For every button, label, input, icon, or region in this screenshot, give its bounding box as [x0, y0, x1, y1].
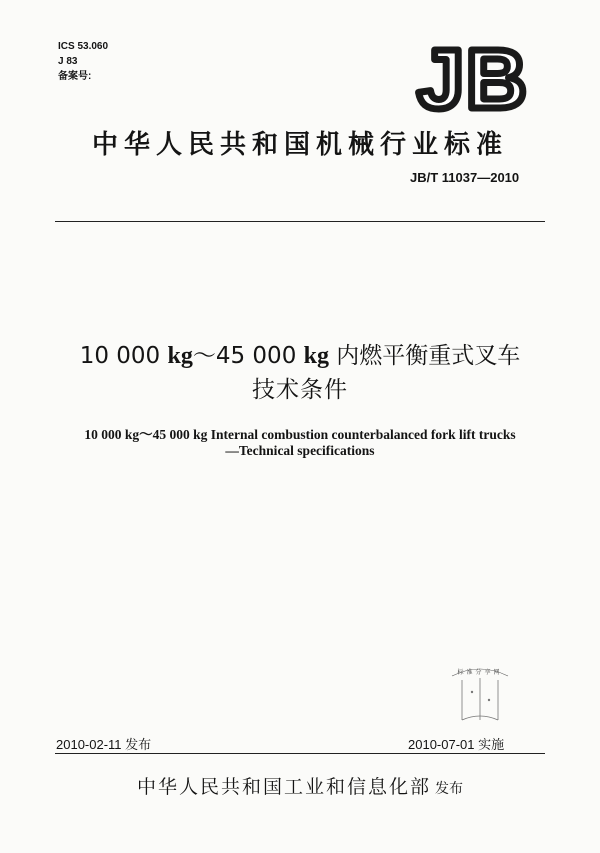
seal-dot-2	[488, 699, 490, 701]
standard-number: JB/T 11037—2010	[410, 170, 520, 185]
jb-logo-text: JB	[417, 38, 529, 116]
issuer-action: 发布	[435, 781, 463, 797]
standard-type-title: 中华人民共和国机械行业标准	[91, 130, 508, 160]
title-cn-part-c: 内燃平衡重式叉车	[329, 343, 521, 369]
filing-number-label: 备案号:	[58, 71, 92, 82]
issue-date: 2010-02-11 发布	[56, 737, 152, 752]
watermark-seal	[442, 662, 518, 722]
ccs-code: J 83	[58, 56, 78, 67]
ics-code: ICS 53.060	[58, 41, 109, 52]
issuer-name: 中华人民共和国工业和信息化部	[136, 776, 431, 798]
title-chinese-line2: 技术条件	[252, 377, 348, 403]
title-cn-part-a: 10 000	[79, 343, 168, 369]
seal-dot-1	[471, 691, 473, 693]
implementation-date: 2010-07-01 实施	[408, 737, 505, 752]
title-cn-unit-2: kg	[303, 343, 329, 369]
title-cn-part-b: ～45 000	[192, 343, 304, 369]
header-divider	[55, 221, 545, 222]
title-english-line1: 10 000 kg～45 000 kg Internal combustion counterbalanced fork lift trucks	[84, 427, 516, 442]
jb-logo	[398, 38, 548, 116]
footer-divider	[55, 753, 545, 754]
issuing-authority	[0, 772, 600, 799]
seal-text: 标准分享网	[457, 669, 503, 676]
title-english-line2: —Technical specifications	[225, 443, 375, 458]
title-chinese-line1	[0, 337, 600, 370]
title-cn-unit-1: kg	[167, 343, 193, 369]
